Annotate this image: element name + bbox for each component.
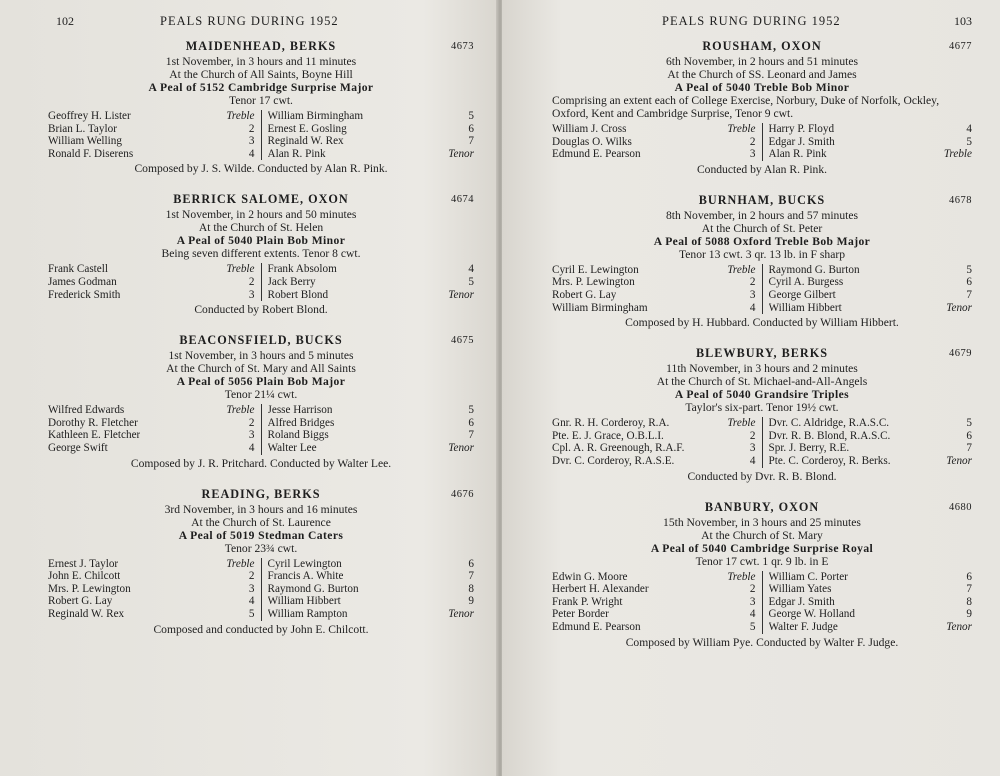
bell-number: 6: [468, 122, 474, 135]
ringer-row: [268, 583, 475, 596]
peal-details: Being seven different extents. Tenor 8 cwt.: [161, 247, 361, 261]
peal-church: At the Church of St. Michael-and-All-Angels: [656, 375, 868, 389]
ringer-name: Peter Border: [552, 608, 609, 621]
ringer-row: [268, 276, 475, 289]
ringer-row: [552, 430, 756, 443]
peal-credit: Conducted by Robert Blond.: [194, 303, 328, 317]
ringer-name: Alan R. Pink: [267, 147, 326, 160]
ringer-name: Cyril E. Lewington: [552, 263, 639, 276]
ringer-name: Geoffrey H. Lister: [48, 110, 131, 122]
bell-number: 2: [248, 416, 255, 429]
peal-place: ROUSHAM, OXON: [702, 39, 822, 53]
ringer-row: [552, 608, 756, 621]
ringer-name: William J. Cross: [552, 123, 627, 135]
ringer-name: Alan R. Pink: [768, 148, 827, 161]
ringer-row: [552, 123, 756, 136]
bell-number: Tenor: [448, 288, 474, 301]
peal-date: 1st November, in 3 hours and 11 minutes: [165, 55, 357, 68]
ringer-name: Alfred Bridges: [267, 416, 335, 429]
ringer-name: George Gilbert: [768, 288, 836, 301]
bell-number: 4: [749, 301, 756, 314]
bell-number: 4: [248, 147, 255, 160]
peal-place: BURNHAM, BUCKS: [698, 192, 826, 207]
ringer-row: [268, 404, 475, 417]
ringer-row: [769, 123, 973, 136]
bell-number: 9: [468, 595, 474, 608]
bell-number: Tenor: [448, 607, 474, 620]
peal-details: Comprising an extent each of College Exercise, Norbury, Duke of Norfolk, Ockley, Oxford, Kent and Cambridge Surprise, Tenor 9 cwt.: [552, 94, 940, 120]
bell-number: 3: [248, 582, 255, 595]
ringer-name: William Birmingham: [267, 110, 364, 122]
peal-entry: [552, 40, 972, 176]
ringer-row: [552, 136, 756, 149]
ringer-name: William Hibbert: [768, 301, 842, 314]
peal-credit: Conducted by Alan R. Pink.: [696, 162, 828, 176]
bell-number: Tenor: [448, 147, 474, 160]
bell-number: 5: [248, 607, 255, 620]
peal-entry: [48, 488, 474, 636]
ringer-row: [552, 289, 756, 302]
ringer-name: Robert G. Lay: [552, 288, 617, 301]
bell-number: 2: [749, 583, 756, 596]
bell-number: Treble: [226, 110, 255, 122]
ringer-name: Robert G. Lay: [48, 595, 113, 608]
ringer-name: Frank Castell: [48, 263, 108, 276]
ringer-row: [48, 110, 255, 123]
peal-credit: Composed by H. Hubbard. Conducted by William Hibbert.: [625, 316, 899, 330]
peal-church: At the Church of St. Mary: [701, 528, 823, 542]
peal-details: Tenor 17 cwt.: [229, 94, 293, 107]
peal-credit: Composed by William Pye. Conducted by Walter F. Judge.: [625, 635, 899, 649]
peal-number: 4674: [451, 194, 474, 206]
ringer-name: Ernest J. Taylor: [48, 557, 119, 570]
peal-place: BERRICK SALOME, OXON: [173, 192, 349, 207]
peal-details: Tenor 17 cwt. 1 qr. 9 lb. in E: [695, 554, 829, 568]
ringer-name: Mrs. P. Lewington: [48, 582, 131, 595]
ringer-row: [769, 302, 973, 315]
ringer-name: Edmund E. Pearson: [552, 620, 641, 633]
ringer-name: William Welling: [48, 135, 122, 148]
ringer-row: [268, 110, 475, 123]
peal-credit: Composed and conducted by John E. Chilcott.: [153, 622, 369, 636]
ringer-row: [769, 417, 973, 430]
ringer-row: [48, 558, 255, 571]
ringers-column: [262, 558, 475, 621]
page-number: 102: [56, 14, 74, 28]
bell-number: Tenor: [946, 454, 972, 467]
ringer-name: William Yates: [768, 583, 832, 596]
ringer-row: [769, 430, 973, 443]
bell-number: Treble: [226, 557, 255, 570]
bell-number: Tenor: [946, 301, 972, 314]
ringer-row: [552, 596, 756, 609]
bell-number: Treble: [727, 263, 756, 276]
ringer-name: Harry P. Floyd: [768, 123, 835, 135]
ringers-column: [48, 558, 262, 621]
ringer-name: William Birmingham: [552, 301, 648, 314]
ringer-row: [48, 123, 255, 136]
ringer-name: Wilfred Edwards: [48, 404, 125, 417]
bell-number: 8: [468, 582, 474, 595]
ringer-name: William Rampton: [267, 607, 348, 620]
bell-number: 5: [468, 110, 474, 122]
ringers-column: [763, 571, 973, 634]
ringer-row: [552, 417, 756, 430]
ringer-name: Edwin G. Moore: [552, 570, 628, 583]
ringer-row: [268, 570, 475, 583]
ringer-row: [48, 263, 255, 276]
ringer-row: [268, 429, 475, 442]
peal-church: At the Church of All Saints, Boyne Hill: [169, 68, 353, 81]
ringer-row: [48, 135, 255, 148]
ringer-row: [48, 595, 255, 608]
ringer-row: [268, 558, 475, 571]
bell-number: 4: [468, 263, 474, 276]
bell-number: 4: [749, 454, 756, 467]
ringers-column: [48, 404, 262, 454]
ringer-name: Jesse Harrison: [267, 404, 333, 417]
peal-method: A Peal of 5019 Stedman Caters: [178, 528, 344, 542]
bell-number: Treble: [226, 263, 255, 276]
ringer-row: [769, 571, 973, 584]
ringer-row: [48, 289, 255, 302]
bell-number: 7: [966, 583, 972, 596]
ringer-name: Frank P. Wright: [552, 595, 623, 608]
ringer-row: [769, 583, 973, 596]
bell-number: 6: [966, 276, 972, 289]
ringer-name: Douglas O. Wilks: [552, 135, 632, 148]
peal-details: Tenor 23¾ cwt.: [224, 541, 298, 555]
peal-number: 4673: [451, 41, 474, 52]
ringer-name: Herbert H. Alexander: [552, 583, 649, 596]
ringer-name: Dvr. R. B. Blond, R.A.S.C.: [768, 429, 891, 442]
peal-date: 1st November, in 3 hours and 5 minutes: [168, 349, 354, 363]
ringer-row: [552, 442, 756, 455]
peal-credit: Composed by J. R. Pritchard. Conducted by Walter Lee.: [130, 456, 392, 470]
bell-number: 6: [966, 429, 972, 442]
ringers-table: [552, 417, 972, 467]
running-head-title: PEALS RUNG DURING 1952: [662, 14, 841, 28]
peal-date: 6th November, in 2 hours and 51 minutes: [665, 55, 859, 68]
ringer-name: Brian L. Taylor: [48, 122, 117, 135]
bell-number: 8: [966, 595, 972, 608]
ringer-row: [268, 148, 475, 161]
ringer-row: [769, 276, 973, 289]
ringer-name: Frederick Smith: [48, 288, 121, 301]
ringers-column: [552, 571, 763, 634]
ringer-name: William Hibbert: [267, 595, 341, 608]
ringer-row: [268, 135, 475, 148]
bell-number: 2: [248, 570, 255, 583]
bell-number: 3: [749, 148, 756, 161]
ringer-name: George W. Holland: [768, 608, 855, 621]
ringer-name: Walter F. Judge: [768, 620, 838, 633]
peal-date: 15th November, in 3 hours and 25 minutes: [663, 515, 861, 529]
peal-method: A Peal of 5040 Treble Bob Minor: [674, 81, 850, 94]
ringers-column: [262, 404, 475, 454]
ringer-name: Walter Lee: [267, 441, 317, 454]
right-page: [502, 0, 1000, 776]
ringers-table: [552, 571, 972, 634]
peal-entry: [48, 40, 474, 175]
page-number: 103: [954, 14, 972, 28]
peal-entry: [48, 193, 474, 316]
ringer-row: [769, 289, 973, 302]
ringer-row: [268, 123, 475, 136]
ringer-row: [48, 404, 255, 417]
ringer-row: [769, 148, 973, 161]
ringers-column: [48, 263, 262, 301]
ringers-column: [763, 264, 973, 314]
bell-number: 3: [248, 429, 255, 442]
ringers-table: [48, 110, 474, 160]
peal-church: At the Church of St. Helen: [198, 221, 324, 235]
ringer-row: [552, 276, 756, 289]
peal-place: MAIDENHEAD, BERKS: [185, 39, 337, 53]
bell-number: 6: [468, 557, 474, 570]
ringers-table: [48, 404, 474, 454]
bell-number: 3: [749, 288, 756, 301]
ringer-name: John E. Chilcott: [48, 570, 121, 583]
bell-number: 3: [749, 595, 756, 608]
ringer-row: [268, 289, 475, 302]
peal-method: A Peal of 5152 Cambridge Surprise Major: [148, 81, 374, 94]
bell-number: 2: [248, 275, 255, 288]
ringer-row: [552, 621, 756, 634]
peal-details: Tenor 13 cwt. 3 qr. 13 lb. in F sharp: [679, 247, 845, 261]
peal-place: BEACONSFIELD, BUCKS: [179, 333, 343, 348]
peal-date: 1st November, in 2 hours and 50 minutes: [165, 208, 357, 222]
peal-details: Taylor's six-part. Tenor 19½ cwt.: [685, 401, 839, 415]
peal-church: At the Church of St. Peter: [701, 221, 823, 235]
ringer-name: Reginald W. Rex: [48, 607, 125, 620]
peal-method: A Peal of 5040 Grandsire Triples: [674, 388, 850, 402]
ringer-row: [48, 276, 255, 289]
peal-details: Tenor 21¼ cwt.: [224, 388, 298, 402]
peal-number: 4679: [949, 348, 972, 360]
bell-number: 5: [966, 263, 972, 276]
ringer-row: [552, 583, 756, 596]
peal-number: 4680: [949, 501, 972, 513]
peal-church: At the Church of St. Mary and All Saints: [166, 362, 356, 376]
ringer-row: [769, 608, 973, 621]
ringer-row: [552, 455, 756, 468]
ringer-row: [552, 148, 756, 161]
peal-place: BANBURY, OXON: [704, 499, 820, 514]
peal-credit: Composed by J. S. Wilde. Conducted by Alan R. Pink.: [134, 162, 388, 176]
ringer-row: [268, 595, 475, 608]
ringer-name: Reginald W. Rex: [267, 135, 344, 148]
bell-number: 7: [966, 288, 972, 301]
ringer-name: Cyril A. Burgess: [768, 276, 844, 289]
ringer-name: Spr. J. Berry, R.E.: [768, 442, 850, 455]
peal-method: A Peal of 5056 Plain Bob Major: [176, 375, 346, 389]
ringer-name: James Godman: [48, 275, 117, 288]
bell-number: 7: [468, 429, 474, 442]
ringer-row: [48, 417, 255, 430]
ringers-table: [552, 123, 972, 161]
bell-number: 2: [749, 429, 756, 442]
ringer-name: Mrs. P. Lewington: [552, 276, 635, 289]
ringer-name: Cpl. A. R. Greenough, R.A.F.: [552, 442, 685, 455]
bell-number: 3: [749, 442, 756, 455]
ringer-row: [48, 148, 255, 161]
ringer-name: Pte. C. Corderoy, R. Berks.: [768, 454, 891, 467]
peal-list: [552, 40, 972, 649]
ringer-row: [769, 455, 973, 468]
ringer-row: [552, 264, 756, 277]
ringer-name: Jack Berry: [267, 275, 316, 288]
bell-number: 5: [749, 620, 756, 633]
peal-entry: [552, 501, 972, 649]
ringer-row: [552, 302, 756, 315]
peal-method: A Peal of 5040 Plain Bob Minor: [176, 234, 346, 248]
peal-place: READING, BERKS: [201, 486, 321, 501]
running-head: [552, 12, 972, 34]
bell-number: 3: [248, 135, 255, 148]
ringers-table: [48, 558, 474, 621]
ringer-name: Dvr. C. Aldridge, R.A.S.C.: [768, 417, 890, 430]
bell-number: 4: [749, 608, 756, 621]
ringers-column: [552, 417, 763, 467]
bell-number: 4: [966, 123, 972, 135]
ringer-name: Edmund E. Pearson: [552, 148, 641, 161]
ringer-name: Dvr. C. Corderoy, R.A.S.E.: [552, 454, 675, 467]
ringer-row: [769, 621, 973, 634]
ringers-table: [552, 264, 972, 314]
bell-number: Treble: [727, 123, 756, 135]
ringer-name: William C. Porter: [768, 570, 848, 583]
ringer-name: Ernest E. Gosling: [267, 122, 347, 135]
ringer-name: Francis A. White: [267, 570, 344, 583]
ringer-name: Ronald F. Diserens: [48, 147, 134, 160]
peal-date: 11th November, in 3 hours and 2 minutes: [666, 362, 858, 376]
left-page: [0, 0, 498, 776]
ringer-name: Kathleen E. Fletcher: [48, 429, 141, 442]
ringer-row: [48, 583, 255, 596]
ringer-row: [769, 596, 973, 609]
ringers-column: [262, 263, 475, 301]
ringer-row: [769, 136, 973, 149]
ringer-row: [48, 608, 255, 621]
bell-number: 7: [468, 135, 474, 148]
ringer-row: [48, 570, 255, 583]
peal-place: BLEWBURY, BERKS: [696, 346, 828, 361]
ringer-name: Raymond G. Burton: [267, 582, 359, 595]
ringer-row: [48, 429, 255, 442]
peal-method: A Peal of 5088 Oxford Treble Bob Major: [653, 234, 871, 248]
ringer-name: Pte. E. J. Grace, O.B.L.I.: [552, 429, 664, 442]
bell-number: Treble: [727, 417, 756, 430]
ringer-name: Dorothy R. Fletcher: [48, 416, 138, 429]
ringer-row: [268, 263, 475, 276]
ringer-name: Robert Blond: [267, 288, 329, 301]
ringer-row: [268, 442, 475, 455]
ringer-row: [552, 571, 756, 584]
bell-number: 7: [468, 570, 474, 583]
ringer-row: [769, 442, 973, 455]
ringer-row: [48, 442, 255, 455]
bell-number: Treble: [727, 570, 756, 583]
bell-number: 3: [248, 288, 255, 301]
bell-number: 4: [248, 441, 255, 454]
ringer-name: Cyril Lewington: [267, 557, 342, 570]
peal-entry: [48, 334, 474, 469]
bell-number: 5: [966, 417, 972, 430]
bell-number: Treble: [943, 148, 972, 161]
peal-number: 4677: [949, 41, 972, 52]
bell-number: 2: [749, 276, 756, 289]
peal-method: A Peal of 5040 Cambridge Surprise Royal: [650, 541, 874, 555]
ringers-table: [48, 263, 474, 301]
bell-number: 7: [966, 442, 972, 455]
bell-number: 6: [468, 416, 474, 429]
bell-number: 9: [966, 608, 972, 621]
bell-number: 6: [966, 570, 972, 583]
ringers-column: [552, 123, 763, 161]
bell-number: Tenor: [448, 441, 474, 454]
peal-list: [48, 40, 474, 636]
bell-number: 2: [749, 135, 756, 148]
peal-date: 8th November, in 2 hours and 57 minutes: [665, 208, 859, 222]
ringers-column: [552, 264, 763, 314]
ringer-row: [769, 264, 973, 277]
bell-number: Tenor: [946, 620, 972, 633]
peal-number: 4678: [949, 194, 972, 206]
bell-number: Treble: [226, 404, 255, 417]
ringer-name: Edgar J. Smith: [768, 595, 835, 608]
peal-number: 4675: [451, 335, 474, 347]
ringer-name: Frank Absolom: [267, 263, 337, 276]
running-head: [48, 12, 474, 34]
ringer-name: Edgar J. Smith: [768, 135, 835, 148]
bell-number: 2: [248, 122, 255, 135]
peal-number: 4676: [451, 488, 474, 500]
ringer-name: Raymond G. Burton: [768, 263, 860, 276]
ringers-column: [763, 123, 973, 161]
bell-number: 5: [966, 135, 972, 148]
ringer-row: [268, 417, 475, 430]
ringer-name: George Swift: [48, 441, 108, 454]
ringers-column: [262, 110, 475, 160]
bell-number: 5: [468, 275, 474, 288]
ringer-row: [268, 608, 475, 621]
peal-credit: Conducted by Dvr. R. B. Blond.: [687, 469, 837, 483]
bell-number: 5: [468, 404, 474, 417]
peal-church: At the Church of SS. Leonard and James: [667, 68, 857, 81]
peal-church: At the Church of St. Laurence: [191, 515, 331, 529]
ringers-column: [763, 417, 973, 467]
peal-date: 3rd November, in 3 hours and 16 minutes: [164, 502, 358, 516]
ringer-name: Roland Biggs: [267, 429, 329, 442]
bell-number: 4: [248, 595, 255, 608]
ringers-column: [48, 110, 262, 160]
peal-entry: [552, 347, 972, 482]
peal-entry: [552, 194, 972, 329]
running-head-title: PEALS RUNG DURING 1952: [160, 14, 339, 28]
ringer-name: Gnr. R. H. Corderoy, R.A.: [552, 417, 670, 430]
